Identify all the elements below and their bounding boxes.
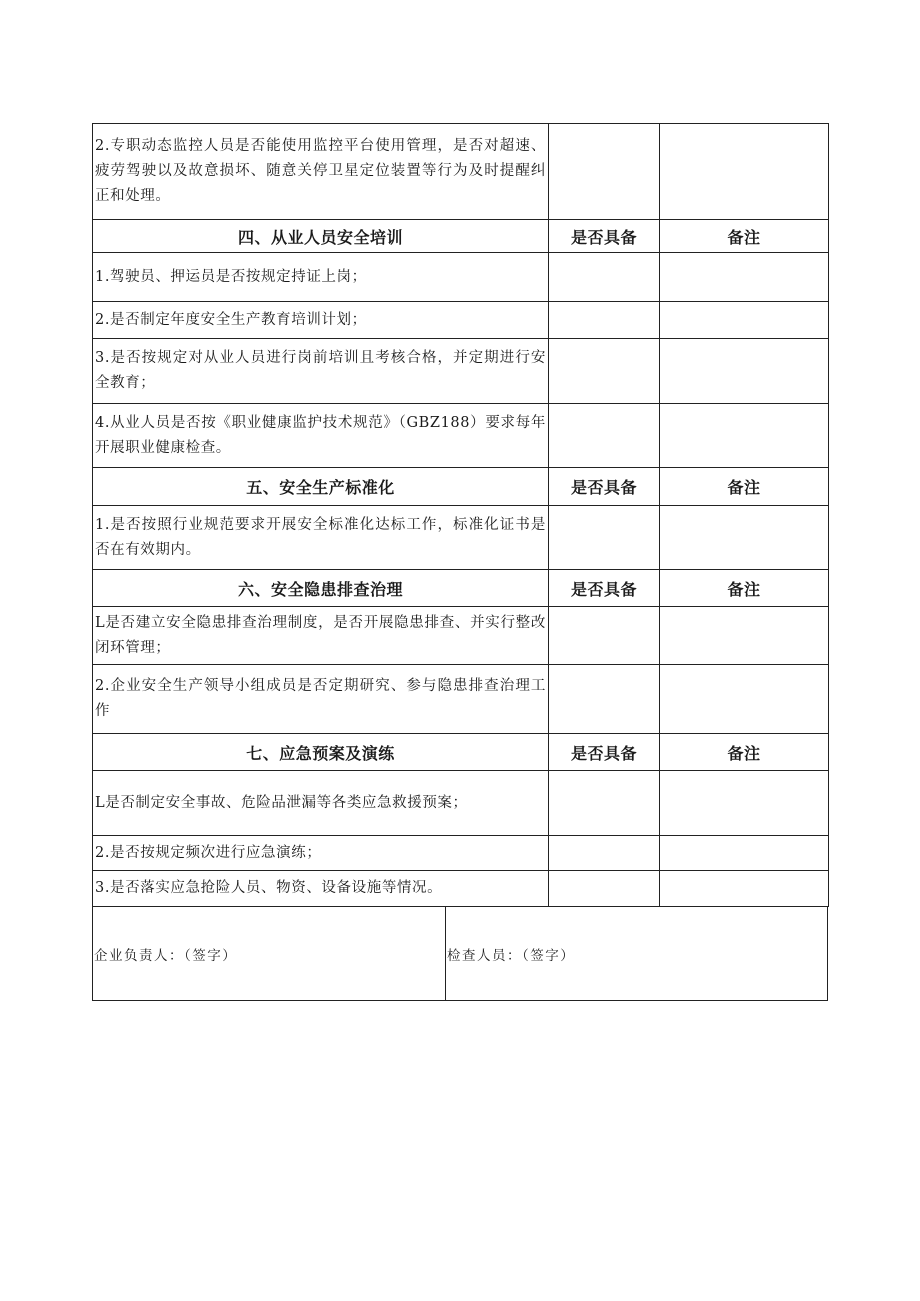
table-row bbox=[93, 253, 829, 302]
section-title: 七、应急预案及演练 bbox=[93, 734, 549, 771]
table-row bbox=[93, 607, 829, 665]
checklist-item: L是否建立安全隐患排查治理制度，是否开展隐患排查、并实行整改闭环管理； bbox=[93, 607, 549, 665]
signature-row bbox=[92, 907, 828, 1001]
inspection-form bbox=[92, 123, 828, 1001]
availability-cell[interactable] bbox=[549, 124, 660, 220]
column-header-remarks: 备注 bbox=[660, 468, 829, 506]
table-row bbox=[93, 771, 829, 836]
remarks-cell[interactable] bbox=[660, 771, 829, 836]
inspector-signature-label: 检查人员：（签字） bbox=[447, 948, 576, 964]
checklist-item: 2.企业安全生产领导小组成员是否定期研究、参与隐患排查治理工作 bbox=[93, 665, 549, 734]
section-header-row bbox=[93, 570, 829, 607]
availability-cell[interactable] bbox=[549, 836, 660, 871]
column-header-available: 是否具备 bbox=[549, 468, 660, 506]
table-row bbox=[93, 124, 829, 220]
checklist-item: 1.是否按照行业规范要求开展安全标准化达标工作，标准化证书是否在有效期内。 bbox=[93, 506, 549, 570]
checklist-table bbox=[92, 123, 829, 907]
column-header-available: 是否具备 bbox=[549, 734, 660, 771]
checklist-item: 2.专职动态监控人员是否能使用监控平台使用管理，是否对超速、疲劳驾驶以及故意损坏、随意关停卫星定位装置等行为及时提醒纠正和处理。 bbox=[93, 124, 549, 220]
column-header-available: 是否具备 bbox=[549, 570, 660, 607]
remarks-cell[interactable] bbox=[660, 665, 829, 734]
remarks-cell[interactable] bbox=[660, 124, 829, 220]
remarks-cell[interactable] bbox=[660, 506, 829, 570]
availability-cell[interactable] bbox=[549, 404, 660, 468]
column-header-remarks: 备注 bbox=[660, 570, 829, 607]
table-row bbox=[93, 506, 829, 570]
remarks-cell[interactable] bbox=[660, 253, 829, 302]
column-header-remarks: 备注 bbox=[660, 220, 829, 253]
availability-cell[interactable] bbox=[549, 665, 660, 734]
section-title: 四、从业人员安全培训 bbox=[93, 220, 549, 253]
section-title: 六、安全隐患排查治理 bbox=[93, 570, 549, 607]
availability-cell[interactable] bbox=[549, 253, 660, 302]
remarks-cell[interactable] bbox=[660, 302, 829, 339]
checklist-item: L是否制定安全事故、危险品泄漏等各类应急救援预案； bbox=[93, 771, 549, 836]
remarks-cell[interactable] bbox=[660, 339, 829, 404]
column-header-available: 是否具备 bbox=[549, 220, 660, 253]
remarks-cell[interactable] bbox=[660, 871, 829, 907]
checklist-item: 2.是否制定年度安全生产教育培训计划； bbox=[93, 302, 549, 339]
section-header-row bbox=[93, 734, 829, 771]
section-title: 五、安全生产标准化 bbox=[93, 468, 549, 506]
remarks-cell[interactable] bbox=[660, 607, 829, 665]
column-header-remarks: 备注 bbox=[660, 734, 829, 771]
remarks-cell[interactable] bbox=[660, 836, 829, 871]
availability-cell[interactable] bbox=[549, 339, 660, 404]
table-row bbox=[93, 339, 829, 404]
table-row bbox=[93, 836, 829, 871]
availability-cell[interactable] bbox=[549, 871, 660, 907]
availability-cell[interactable] bbox=[549, 302, 660, 339]
remarks-cell[interactable] bbox=[660, 404, 829, 468]
section-header-row bbox=[93, 220, 829, 253]
checklist-item: 3.是否按规定对从业人员进行岗前培训且考核合格，并定期进行安全教育； bbox=[93, 339, 549, 404]
section-header-row bbox=[93, 468, 829, 506]
checklist-item: 2.是否按规定频次进行应急演练； bbox=[93, 836, 549, 871]
checklist-item: 3.是否落实应急抢险人员、物资、设备设施等情况。 bbox=[93, 871, 549, 907]
availability-cell[interactable] bbox=[549, 607, 660, 665]
table-row bbox=[93, 871, 829, 907]
availability-cell[interactable] bbox=[549, 506, 660, 570]
checklist-item: 1.驾驶员、押运员是否按规定持证上岗； bbox=[93, 253, 549, 302]
table-row bbox=[93, 665, 829, 734]
table-row bbox=[93, 404, 829, 468]
availability-cell[interactable] bbox=[549, 771, 660, 836]
checklist-item: 4.从业人员是否按《职业健康监护技术规范》（GBZ188）要求每年开展职业健康检查。 bbox=[93, 404, 549, 468]
enterprise-signature-cell[interactable] bbox=[93, 907, 446, 1000]
enterprise-signature-label: 企业负责人：（签字） bbox=[94, 948, 238, 964]
table-row bbox=[93, 302, 829, 339]
